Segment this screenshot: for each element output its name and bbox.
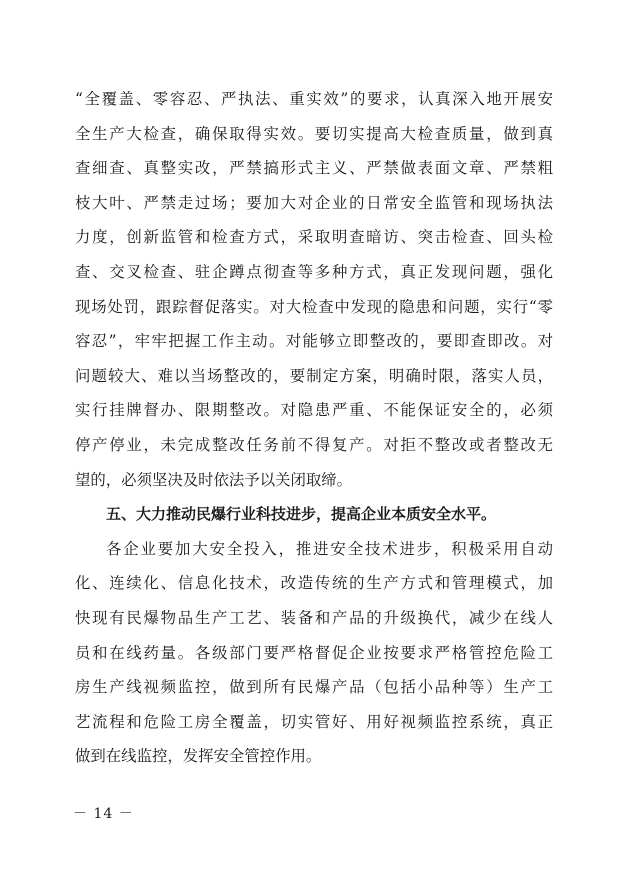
body-text xyxy=(75,82,553,774)
page-number: － 14 － xyxy=(73,806,134,822)
paragraph-line: 容忍”，牢牢把握工作主动。对能够立即整改的，要即查即改。对 xyxy=(75,332,553,351)
paragraph-line: 全生产大检查，确保取得实效。要切实提高大检查质量，做到真 xyxy=(75,124,553,143)
paragraph-line: 快现有民爆物品生产工艺、装备和产品的升级换代，减少在线人 xyxy=(75,608,553,627)
section-heading: 五、大力推动民爆行业科技进步，提高企业本质安全水平。 xyxy=(106,505,497,524)
paragraph-line: 停产停业，未完成整改任务前不得复产。对拒不整改或者整改无 xyxy=(75,435,553,454)
paragraph-line: 艺流程和危险工房全覆盖，切实管好、用好视频监控系统，真正 xyxy=(75,712,553,731)
paragraph-line: 查细查、真整实改，严禁搞形式主义、严禁做表面文章、严禁粗 xyxy=(75,159,553,178)
paragraph-line: 枝大叶、严禁走过场；要加大对企业的日常安全监管和现场执法 xyxy=(75,193,553,212)
paragraph-line: 房生产线视频监控，做到所有民爆产品（包括小品种等）生产工 xyxy=(75,678,553,697)
paragraph-line: 做到在线监控，发挥安全管控作用。 xyxy=(75,747,322,766)
paragraph-line: “全覆盖、零容忍、严执法、重实效”的要求，认真深入地开展安 xyxy=(75,90,553,108)
paragraph-line: 化、连续化、信息化技术，改造传统的生产方式和管理模式，加 xyxy=(75,574,553,593)
paragraph-line: 望的，必须坚决及时依法予以关闭取缔。 xyxy=(75,470,353,489)
paragraph-line: 力度，创新监管和检查方式，采取明查暗访、突击检查、回头检 xyxy=(75,228,553,247)
paragraph-line: 现场处罚，跟踪督促落实。对大检查中发现的隐患和问题，实行“零 xyxy=(75,297,553,316)
paragraph-line: 实行挂牌督办、限期整改。对隐患严重、不能保证安全的，必须 xyxy=(75,401,553,420)
paragraph-line: 问题较大、难以当场整改的，要制定方案，明确时限，落实人员， xyxy=(75,366,553,385)
paragraph-line: 各企业要加大安全投入，推进安全技术进步，积极采用自动 xyxy=(106,539,553,558)
paragraph-line: 查、交叉检查、驻企蹲点彻查等多种方式，真正发现问题，强化 xyxy=(75,262,553,281)
paragraph-line: 员和在线药量。各级部门要严格督促企业按要求严格管控危险工 xyxy=(75,643,553,662)
